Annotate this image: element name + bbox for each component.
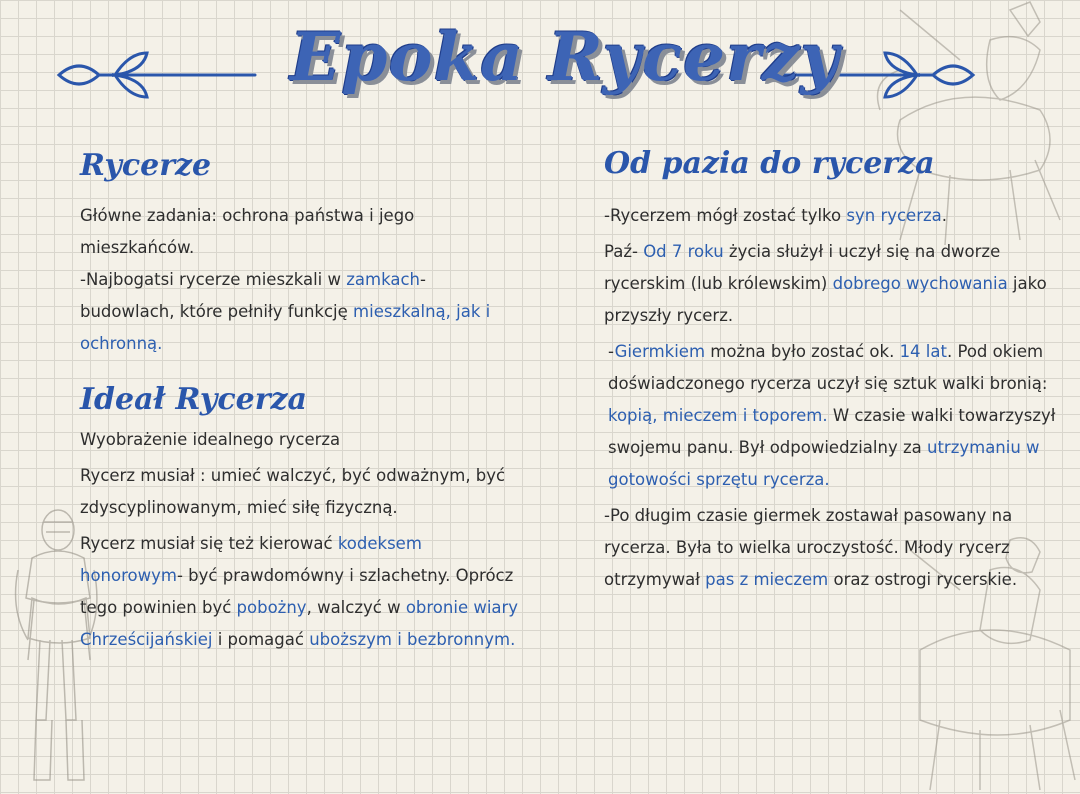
highlight-text: pas z mieczem xyxy=(705,570,829,589)
highlight-text: uboższym i bezbronnym. xyxy=(309,630,516,649)
section-heading-rycerze: Rycerze xyxy=(80,148,212,183)
highlight-text: Giermkiem xyxy=(614,342,706,361)
highlight-text: 14 lat xyxy=(899,342,947,361)
paragraph: -Rycerzem mógł zostać tylko syn rycerza. xyxy=(604,206,948,225)
highlight-text: obronie wiary Chrześcijańskiej xyxy=(80,598,519,649)
highlight-text: utrzymaniu w gotowości sprzętu rycerza. xyxy=(608,438,1040,489)
page-title: Epoka Rycerzy xyxy=(290,18,840,96)
highlight-text: kodeksem honorowym xyxy=(80,534,422,585)
paragraph: -Po długim czasie giermek zostawał pasowany na rycerza. Była to wielka uroczystość. Młody rycerz otrzymywał pas z mieczem oraz ostrogi rycerskie. xyxy=(604,506,1018,589)
highlight-text: zamkach xyxy=(346,270,421,289)
paragraph: -Najbogatsi rycerze mieszkali w zamkach- budowlach, które pełniły funkcję mieszkalną, jak i ochronną. xyxy=(80,270,491,353)
paragraph: -Giermkiem można było zostać ok. 14 lat. Pod okiem doświadczonego rycerza uczył się sztuk walki bronią: kopią, mieczem i toporem. W czasie walki towarzyszył swojemu panu. Był odpowiedzialny za utrzymaniu w gotowości sprzętu rycerza. xyxy=(608,342,1056,489)
paragraph: Rycerz musiał : umieć walczyć, być odważnym, być zdyscyplinowanym, mieć siłę fizyczną. xyxy=(80,466,506,517)
paragraph: Wyobrażenie idealnego rycerza xyxy=(80,430,341,449)
highlight-text: Od 7 roku xyxy=(643,242,724,261)
highlight-text: dobrego wychowania xyxy=(832,274,1008,293)
highlight-text: mieszkalną, jak i ochronną. xyxy=(80,302,491,353)
highlight-text: pobożny xyxy=(236,598,307,617)
highlight-text: kopią, mieczem i toporem. xyxy=(608,406,828,425)
section-ideal-body xyxy=(80,424,520,656)
section-od-pazia-body xyxy=(604,200,1066,596)
paragraph: Główne zadania: ochrona państwa i jego mieszkańców. xyxy=(80,206,415,257)
paragraph: Paź- Od 7 roku życia służył i uczył się na dworze rycerskim (lub królewskim) dobrego wychowania jako przyszły rycerz. xyxy=(604,242,1047,325)
section-rycerze-body xyxy=(80,200,520,360)
arrow-right-icon xyxy=(55,50,260,100)
section-heading-ideal: Ideał Rycerza xyxy=(80,382,307,417)
section-heading-od-pazia: Od pazia do rycerza xyxy=(604,146,935,181)
paragraph: Rycerz musiał się też kierować kodeksem honorowym- być prawdomówny i szlachetny. Oprócz tego powinien być pobożny, walczyć w obronie wiary Chrześcijańskiej i pomagać uboższym i bezbronnym. xyxy=(80,534,519,649)
highlight-text: syn rycerza xyxy=(846,206,942,225)
